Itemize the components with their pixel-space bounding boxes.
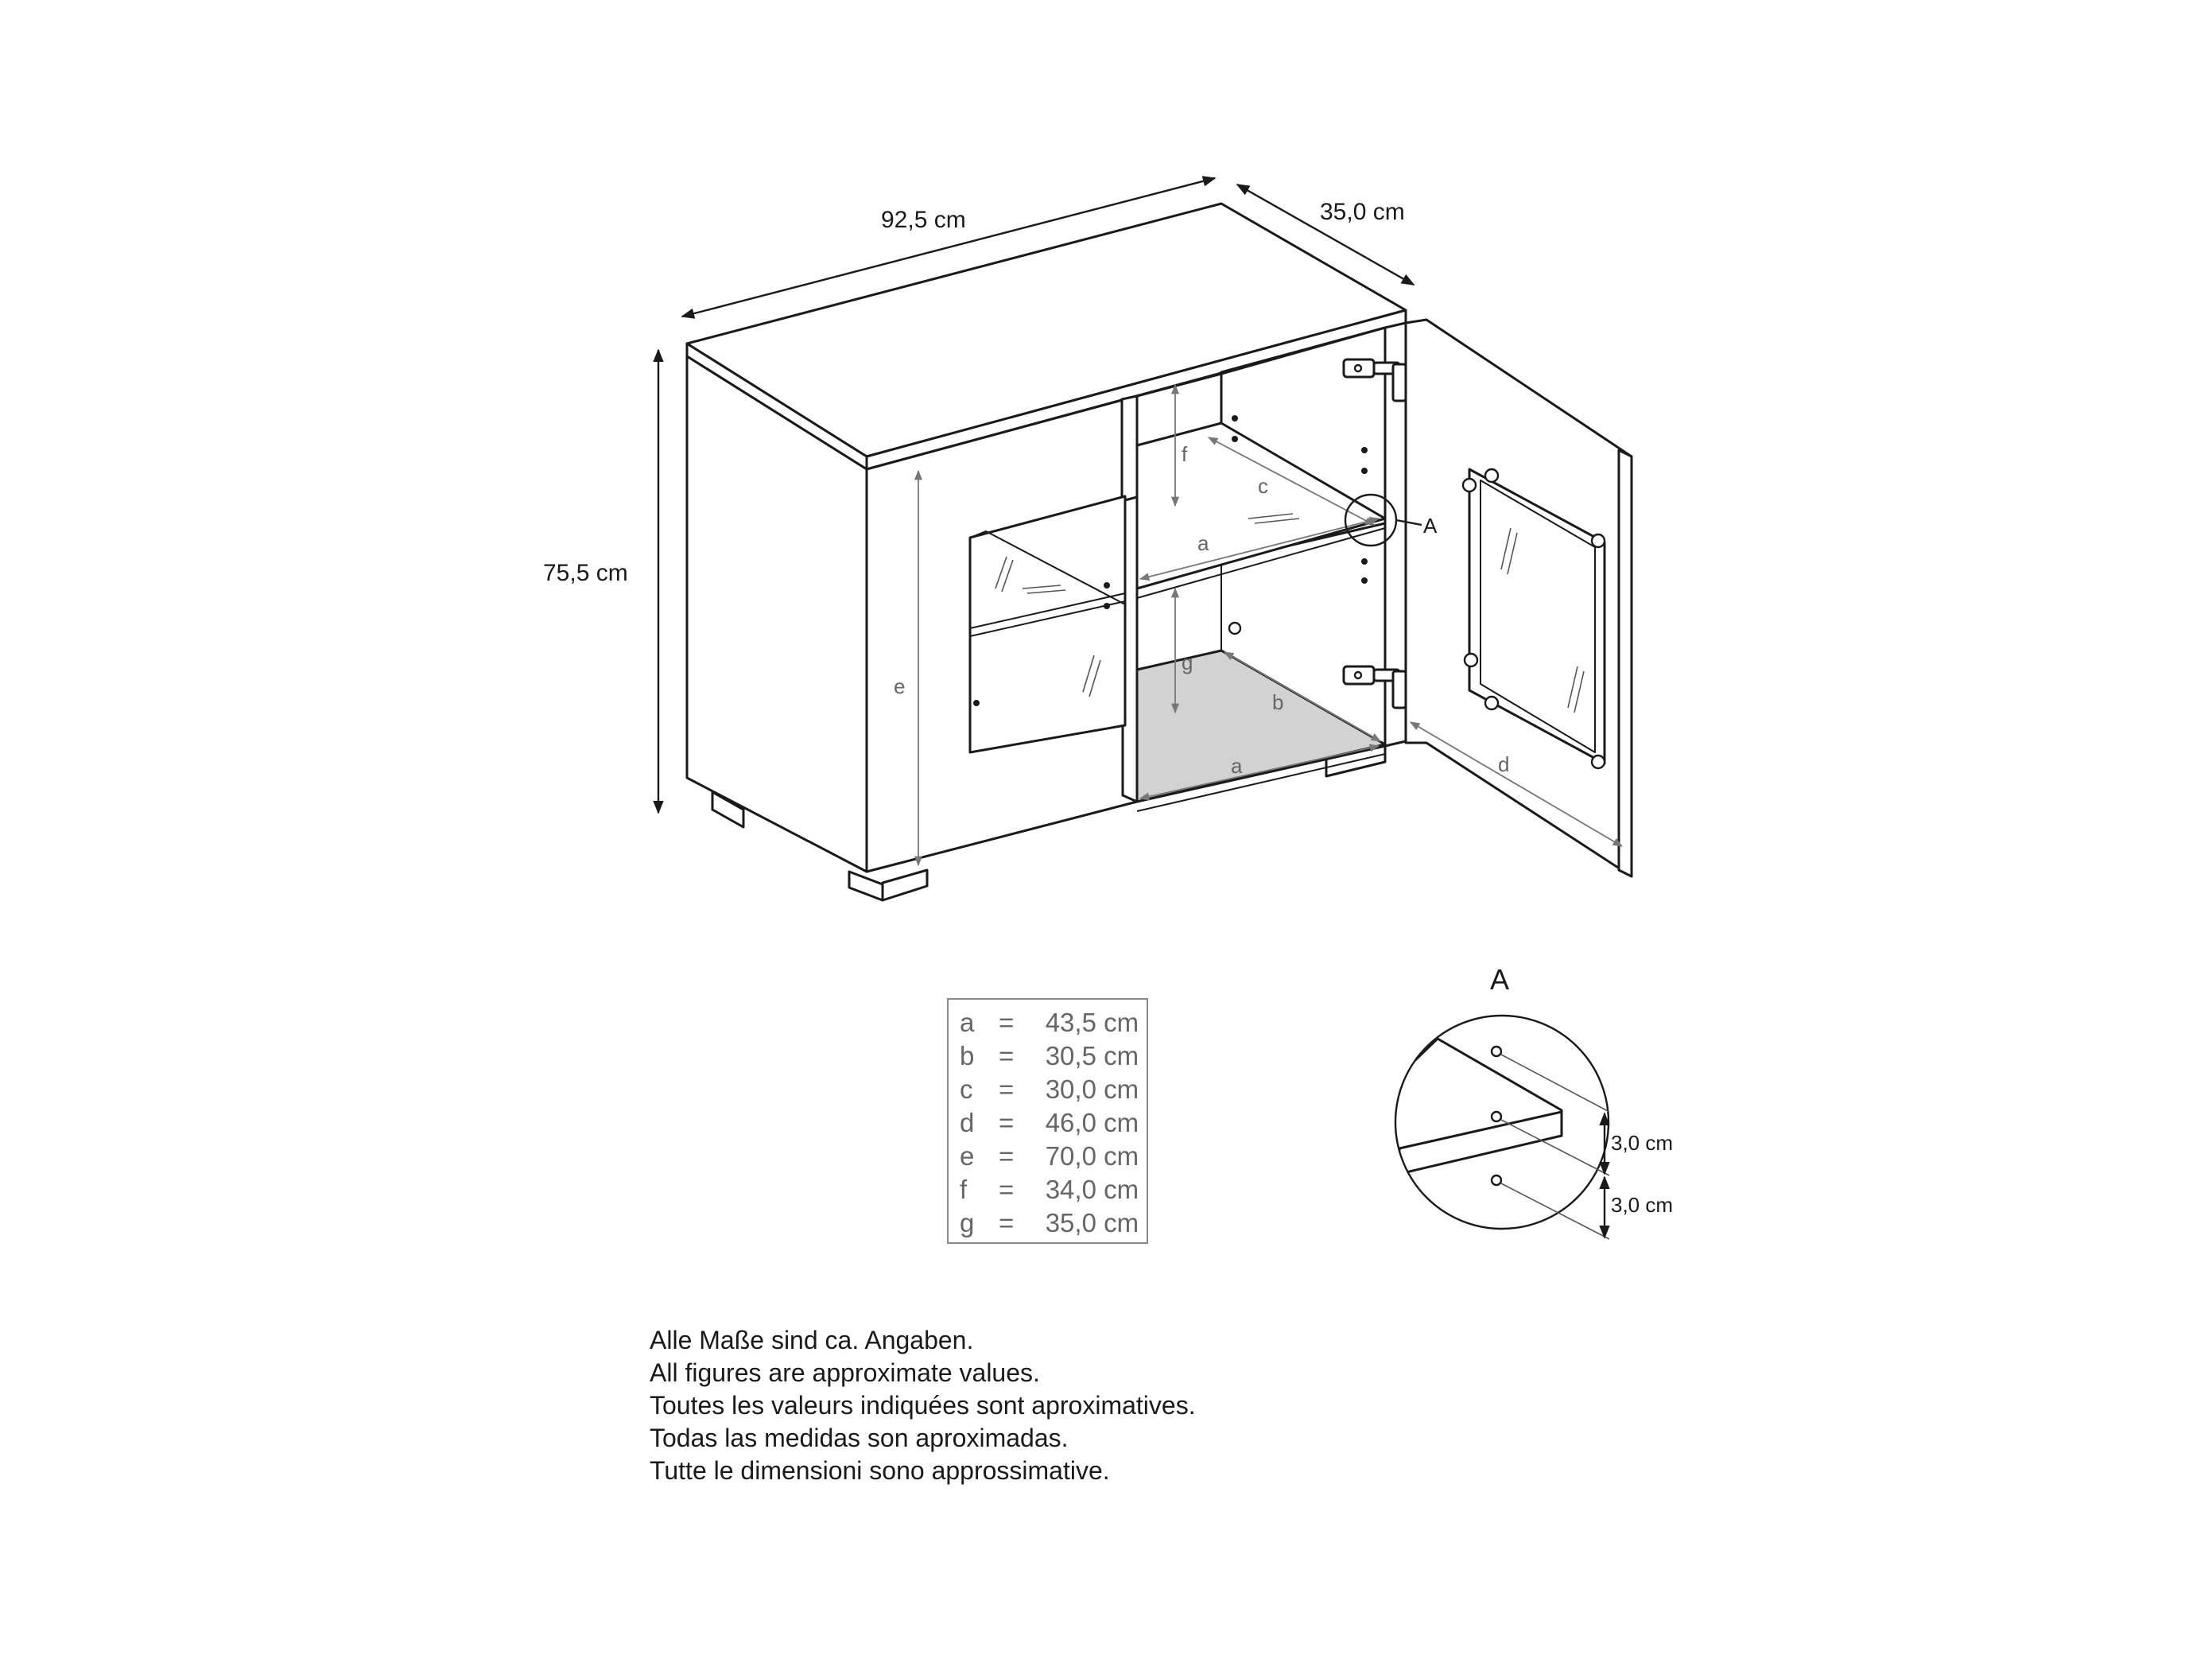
label-c: c	[1258, 474, 1268, 498]
foot-front-left-b	[883, 870, 927, 900]
label-a-lower: a	[1231, 754, 1243, 778]
label-f: f	[1182, 442, 1188, 466]
note-es: Todas las medidas son aproximadas.	[650, 1424, 1069, 1452]
note-de: Alle Maße sind ca. Angaben.	[650, 1326, 974, 1354]
legend-row: f = 34,0 cm	[960, 1175, 1139, 1204]
detail-title: A	[1490, 963, 1510, 996]
legend-row: d = 46,0 cm	[960, 1108, 1139, 1137]
cabinet-body	[687, 204, 1632, 900]
label-a-upper: a	[1197, 531, 1209, 555]
legend-row: c = 30,0 cm	[960, 1074, 1139, 1104]
label-b: b	[1272, 690, 1284, 714]
foot-front-left	[849, 872, 883, 900]
width-label: 92,5 cm	[881, 207, 966, 233]
detail-spacing-bottom: 3,0 cm	[1611, 1193, 1674, 1217]
detail-a-view	[1352, 1016, 1609, 1239]
note-fr: Toutes les valeurs indiquées sont aproximatives.	[650, 1391, 1196, 1420]
label-g: g	[1182, 651, 1193, 674]
depth-label: 35,0 cm	[1320, 199, 1405, 225]
legend-row: g = 35,0 cm	[960, 1208, 1139, 1237]
label-d: d	[1498, 752, 1510, 776]
note-en: All figures are approximate values.	[650, 1358, 1040, 1387]
callout-label: A	[1423, 514, 1438, 538]
label-e: e	[894, 674, 906, 698]
legend-row: b = 30,5 cm	[960, 1041, 1139, 1070]
right-door-edge	[1619, 450, 1632, 876]
height-label: 75,5 cm	[543, 560, 628, 586]
door-top-strip-edge	[1122, 396, 1137, 501]
dimension-legend	[947, 998, 1148, 1244]
approximate-values-notes	[650, 1324, 1196, 1487]
legend-row: a = 43,5 cm	[960, 1008, 1139, 1037]
detail-spacing-top: 3,0 cm	[1611, 1131, 1674, 1155]
legend-row: e = 70,0 cm	[960, 1141, 1139, 1171]
note-it: Tutte le dimensioni sono approssimative.	[650, 1456, 1110, 1485]
